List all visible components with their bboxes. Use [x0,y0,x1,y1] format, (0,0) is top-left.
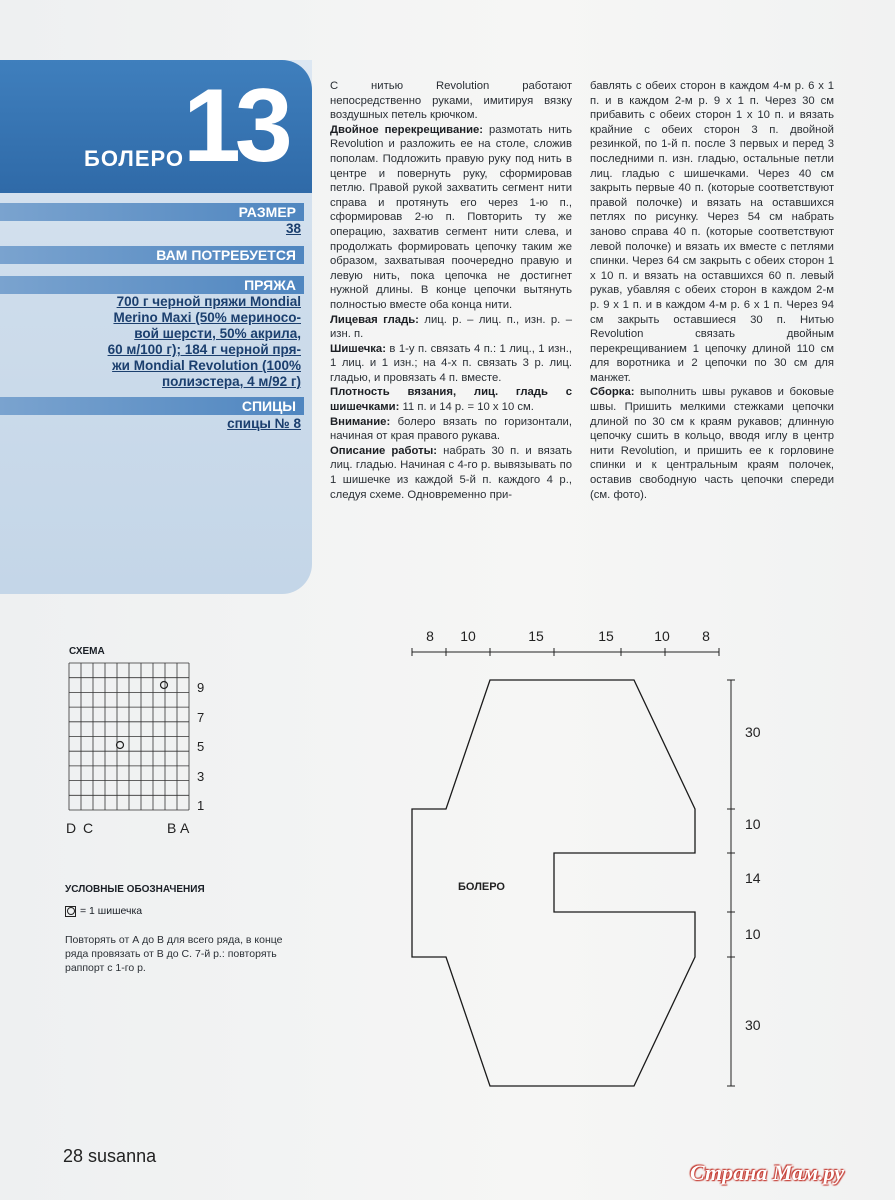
face-text: лиц. р. – лиц. п., изн. р. – изн. п. [330,313,572,341]
attention-paragraph [330,415,572,444]
dim-label: 8 [426,628,434,644]
bobble-heading: Шишечка: [330,342,386,355]
needles-heading: СПИЦЫ [0,397,304,415]
work-heading: Описание работы: [330,444,438,457]
yarn-line: 60 м/100 г); 184 г черной пря- [107,342,301,357]
assembly-paragraph [590,385,834,502]
assembly-heading: Сборка: [590,386,635,399]
page-number: 28 [63,1146,84,1166]
work-continued: бавлять с обеих сторон в каждом 4-м р. 6 х 1 п. и в каждом 2-м р. 9 х 1 п. Через 30 см прибавить с обеих сторон 1 х 10 п. и вязать крайние с обеих сторон 3 п. двойной резинкой, по 1-й п. после 3 первых и перед 3 последними п. изн. гладью, остальные петли лиц. гладью с шишечками. Через 40 см закрыть первые 40 п. (которые соответствуют правой полочке) и вязать на оставшихся петлях по рисунку. Через 54 см набрать заново справа 40 п. (которые соответствуют левой полочке) и вязать их вместе с петлями спинки. Через 64 см закрыть с обеих сторон 1 х 10 п. и вязать на оставшихся 60 п. левый рукав, убавляя с обеих сторон в каждом 2-м р. 9 х 1 п. и в каждом 4-м р. 6 х 1 п. Через 94 см закрыть оставшиеся 30 п. Нитью Revolution связать двойным перекрещиванием 1 цепочку длиной 110 см для воротника и 2 цепочки по 30 см для манжет. [590,80,834,384]
legend-title: УСЛОВНЫЕ ОБОЗНАЧЕНИЯ [65,884,205,895]
row-number: 5 [197,739,205,754]
page-footer [63,1146,156,1167]
legend-text: = 1 шишечка [80,905,143,917]
yarn-line: 700 г черной пряжи Mondial [116,294,301,309]
size-heading: РАЗМЕР [0,203,304,221]
row-number: 3 [197,769,205,784]
work-text: набрать 30 п. и вязать лиц. гладью. Начиная с 4-го р. вывязывать по 1 шишечке из каждой 5-й п. каждого 4 р., следуя схеме. Одновременно при- [330,444,573,501]
bobble-symbol [161,682,168,689]
bobble-text: в 1-у п. связать 4 п.: 1 лиц., 1 изн., 1 лиц. и 1 изн.; на 4-х п. связать 3 р. лиц. гладью, и провязать 4 п. вместе. [330,342,573,384]
materials-heading: ВАМ ПОТРЕБУЕТСЯ [0,246,304,264]
dim-label: 10 [460,628,476,644]
dim-label: 15 [598,628,614,644]
legend-item [65,905,142,917]
pattern-label: БОЛЕРО [458,881,505,893]
size-value: 38 [285,221,301,236]
attention-text: болеро вязать по горизонтали, начиная от края правого рукава. [330,415,572,443]
instructions-column-2 [590,79,834,502]
instructions-column-1 [330,79,572,502]
face-heading: Лицевая гладь: [330,313,419,326]
yarn-line: жи Mondial Revolution (100% [112,358,301,373]
row-number: 1 [197,798,205,813]
cross-text: размотать нить Revolution и разложить ее на столе, сложив пополам. Подложить правую руку под нить в центре и повернуть руку, сформировав петлю. Правой рукой захватить сегмент нити справа и протянуть его через 1-ю п., сформировав 2-ю п. Повторить ту же операцию, захватив сегмент нити слева, и продолжать формировать цепочку таким же образом, захватывая поочередно правую и левую нить, пока цепочка не достигнет нужной длины. В конце цепочки вытянуть полностью вместе оба конца нити. [330,123,572,311]
bolero-outline [412,680,695,1086]
density-paragraph [330,385,572,414]
side-dim-label: 14 [745,870,761,886]
page-title: БОЛЕРО [84,146,184,171]
knitting-chart [66,663,219,838]
assembly-text: выполнить швы рукавов и боковые швы. Пришить мелкими стежками цепочки длиной по 30 см к краям рукавов; длинную цепочку сшить в кольцо, вводя иглу в центр нити Revolution, и пришить ее к горловине спинки и к центральным краям полочек, оставив свободную часть цепочки спереди (см. фото). [590,386,835,501]
row-number: 7 [197,710,205,725]
yarn-line: полиэстера, 4 м/92 г) [162,374,301,389]
dim-label: 10 [654,628,670,644]
side-dim-label: 10 [745,816,761,832]
magazine-name: susanna [88,1146,157,1166]
intro-paragraph: С нитью Revolution работают непосредственно руками, имитируя вязку воздушных петель крючком. [330,80,572,122]
cross-paragraph [330,123,572,313]
side-dim-label: 10 [745,926,761,942]
bobble-symbol [117,742,124,749]
yarn-heading: ПРЯЖА [0,276,304,294]
work-paragraph [330,444,572,502]
chart-grid [69,663,189,810]
col-letter: C [83,820,94,836]
dim-label: 8 [702,628,710,644]
yarn-line: Merino Maxi (50% мериносо- [113,310,301,325]
site-watermark: Страна Мам.ру [690,1160,845,1185]
needles-value: спицы № 8 [227,416,301,431]
bobble-legend-icon [65,906,76,917]
yarn-description [63,294,301,390]
density-text: 11 п. и 14 р. = 10 х 10 см. [402,401,534,414]
row-number: 9 [197,680,205,695]
cross-heading: Двойное перекрещивание: [330,123,484,136]
density-heading: Плотность вязания, лиц. гладь с шишечками: [330,386,572,414]
col-letter: D [66,820,77,836]
side-dim-label: 30 [745,1017,761,1033]
legend-note: Повторять от А до В для всего ряда, в конце ряда провязать от В до С. 7-й р.: повторять раппорт с 1-го р. [65,934,283,974]
col-letter: B [167,820,177,836]
dim-label: 15 [528,628,544,644]
col-letter: A [180,820,190,836]
side-dim-label: 30 [745,724,761,740]
bobble-paragraph [330,342,572,386]
attention-heading: Внимание: [330,415,391,428]
pattern-diagram [400,620,780,1100]
model-number: 13 [183,68,287,184]
schema-label: СХЕМА [69,646,105,657]
yarn-line: вой шерсти, 50% акрила, [134,326,301,341]
face-paragraph [330,313,572,342]
